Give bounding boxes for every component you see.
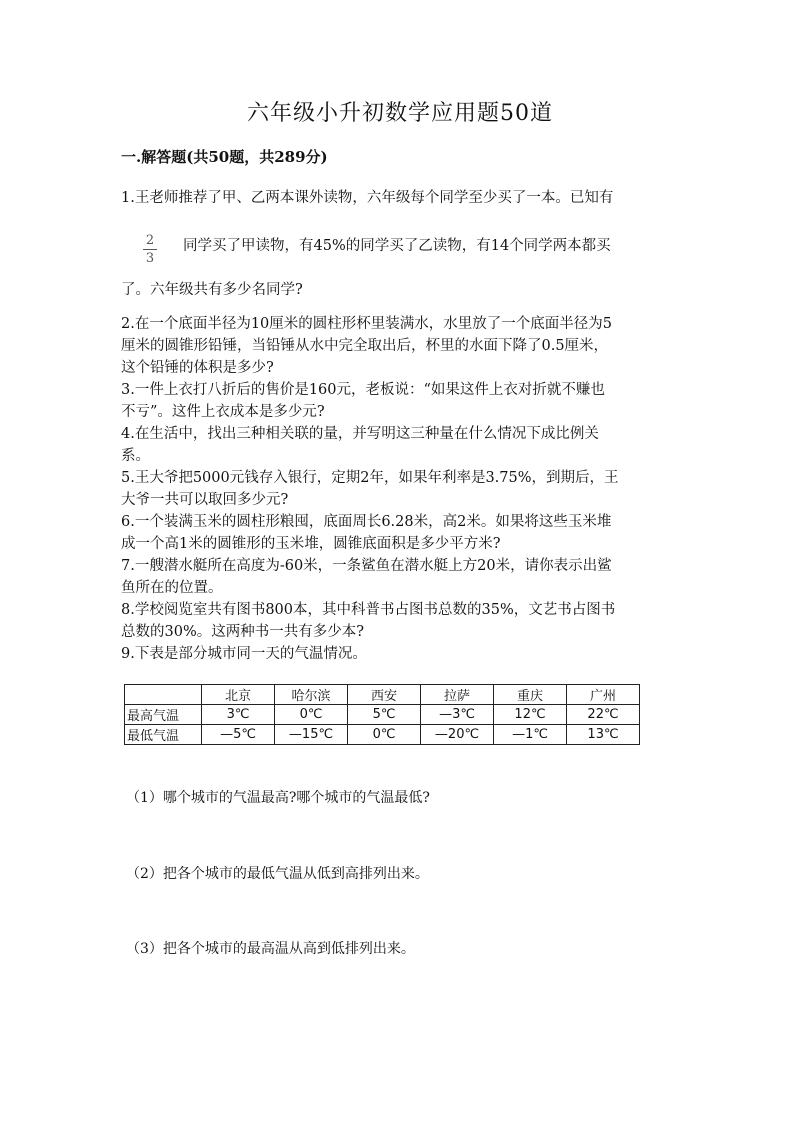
fraction-denominator: 3: [145, 251, 155, 266]
q7-line1: 7.一艘潜水艇所在高度为-60米，一条鲨鱼在潜水艇上方20米，请你表示出鲨: [121, 558, 612, 574]
table-header-row: [125, 685, 640, 705]
q3-line1: 3.一件上衣打八折后的售价是160元，老板说：“如果这件上衣对折就不赚也: [121, 382, 605, 398]
row-label: 最高气温: [125, 705, 202, 725]
fraction-bar: [143, 249, 157, 250]
q7-line2: 鱼所在的位置。: [121, 580, 223, 596]
table-cell: 3℃: [202, 705, 275, 725]
q1-fraction: [143, 233, 157, 266]
q1-line3: 了。六年级共有多少名同学?: [121, 282, 303, 298]
section-heading: 一.解答题(共50题，共289分): [121, 148, 328, 166]
table-cell: 5℃: [348, 705, 421, 725]
table-cell: —20℃: [421, 725, 494, 745]
q6-line1: 6.一个装满玉米的圆柱形粮囤，底面周长6.28米，高2米。如果将这些玉米堆: [121, 514, 612, 530]
row-label: 最低气温: [125, 725, 202, 745]
q1-line2: 同学买了甲读物，有45%的同学买了乙读物，有14个同学两本都买: [183, 238, 611, 254]
table-header-cell: 广州: [567, 685, 640, 705]
fraction-numerator: 2: [145, 233, 155, 248]
sub-question-3: （3）把各个城市的最高温从高到低排列出来。: [126, 941, 415, 957]
table-header-cell: 哈尔滨: [275, 685, 348, 705]
table-header-cell: 西安: [348, 685, 421, 705]
q2-line2: 厘米的圆锥形铅锤，当铅锤从水中完全取出后，杯里的水面下降了0.5厘米，: [121, 338, 609, 354]
sub-question-1: （1）哪个城市的气温最高?哪个城市的气温最低?: [126, 790, 430, 806]
q5-line1: 5.王大爷把5000元钱存入银行，定期2年，如果年利率是3.75%，到期后，王: [121, 470, 619, 486]
table-cell: 0℃: [348, 725, 421, 745]
table-row: [125, 705, 640, 725]
table-cell: —15℃: [275, 725, 348, 745]
q3-line2: 不亏”。这件上衣成本是多少元?: [121, 404, 325, 420]
table-cell: —5℃: [202, 725, 275, 745]
q4-line2: 系。: [121, 448, 150, 464]
q2-line1: 2.在一个底面半径为10厘米的圆柱形杯里装满水，水里放了一个底面半径为5: [121, 316, 613, 332]
sub-question-2: （2）把各个城市的最低气温从低到高排列出来。: [126, 866, 429, 882]
table-header-cell: 北京: [202, 685, 275, 705]
q1-line1: 1.王老师推荐了甲、乙两本课外读物，六年级每个同学至少买了一本。已知有: [121, 190, 614, 206]
table-corner-cell: [125, 685, 202, 705]
q2-line3: 这个铅锤的体积是多少?: [121, 360, 274, 376]
page-title: 六年级小升初数学应用题50道: [247, 101, 553, 126]
table-header-cell: 重庆: [494, 685, 567, 705]
q9-text: 9.下表是部分城市同一天的气温情况。: [121, 646, 367, 662]
table-cell: 0℃: [275, 705, 348, 725]
table-header-cell: 拉萨: [421, 685, 494, 705]
table-cell: 12℃: [494, 705, 567, 725]
q8-line1: 8.学校阅览室共有图书800本，其中科普书占图书总数的35%，文艺书占图书: [121, 602, 616, 618]
table-cell: —1℃: [494, 725, 567, 745]
q5-line2: 大爷一共可以取回多少元?: [121, 492, 289, 508]
table-cell: 22℃: [567, 705, 640, 725]
temperature-table: [124, 684, 640, 745]
table-cell: 13℃: [567, 725, 640, 745]
table-row: [125, 725, 640, 745]
q6-line2: 成一个高1米的圆锥形的玉米堆，圆锥底面积是多少平方米?: [121, 536, 501, 552]
q4-line1: 4.在生活中，找出三种相关联的量，并写明这三种量在什么情况下成比例关: [121, 426, 599, 442]
table-cell: —3℃: [421, 705, 494, 725]
q8-line2: 总数的30%。这两种书一共有多少本?: [121, 624, 365, 640]
